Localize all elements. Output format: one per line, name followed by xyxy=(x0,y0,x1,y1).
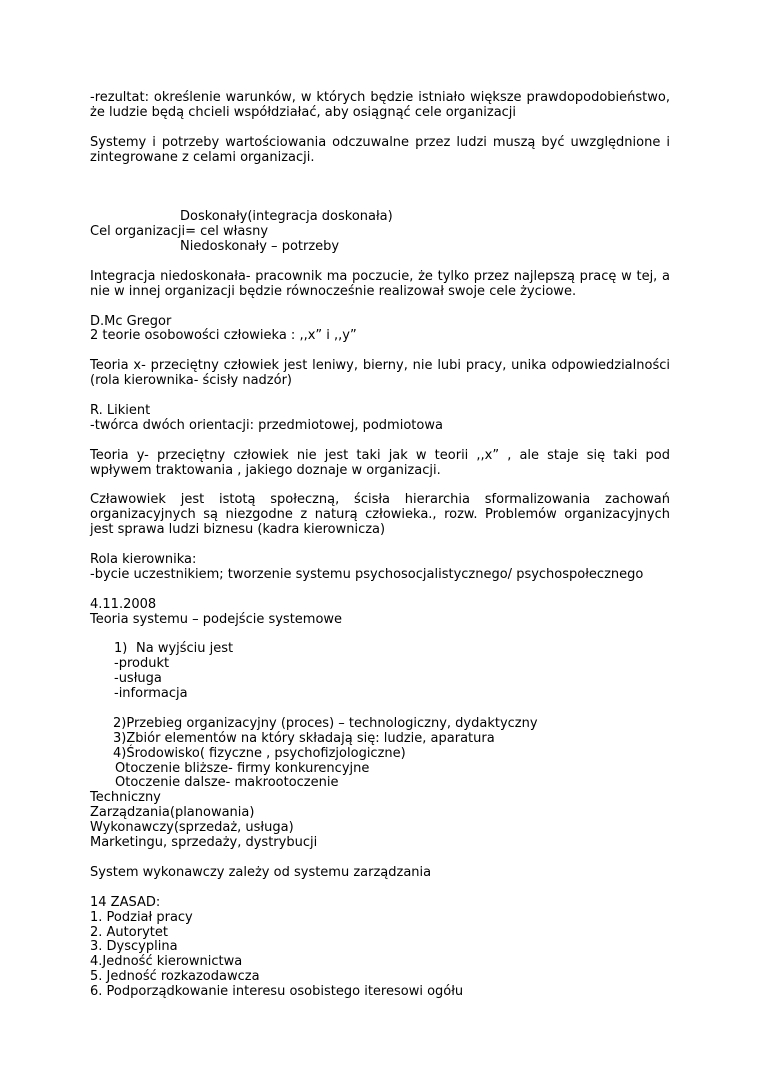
output-list xyxy=(90,642,670,702)
system-item: Wykonawczy(sprzedaż, usługa) xyxy=(90,820,294,836)
point-item: 2)Przebieg organizacyjny (proces) – technologiczny, dydaktyczny xyxy=(113,715,538,731)
output-item: -produkt xyxy=(114,656,170,672)
manager-role-block xyxy=(90,553,670,583)
paragraph-human: Czławowiek jest istotą społeczną, ścisła hierarchia sformalizowania zachowań organizacyjnych są niezgodne z naturą człowieka., rozw. Problemów organizacyjnych jest sprawa ludzi biznesu (kadra kierownicza) xyxy=(90,492,670,538)
environment-item: Otoczenie bliższe- firmy konkurencyjne xyxy=(115,760,370,776)
principle-item: 5. Jedność rozkazodawcza xyxy=(90,969,260,985)
system-item: Techniczny xyxy=(90,790,161,806)
system-item: Zarządzania(planowania) xyxy=(90,805,255,821)
principles-title: 14 ZASAD: xyxy=(90,894,161,910)
point-item: 3)Zbiór elementów na który składają się: ludzie, aparatura xyxy=(113,730,495,746)
output-title-text: Na wyjściu jest xyxy=(136,641,234,657)
output-title xyxy=(90,642,670,657)
principle-item: 3. Dyscyplina xyxy=(90,939,178,955)
mcgregor-theories: 2 teorie osobowości człowieka : ,,x” i ,,y” xyxy=(90,328,357,344)
goal-block xyxy=(90,210,670,255)
mcgregor-block xyxy=(90,315,670,345)
document-body xyxy=(90,91,670,1015)
likient-name: R. Likient xyxy=(90,402,151,418)
blank-gap xyxy=(90,180,670,210)
principles-block xyxy=(90,896,670,1000)
paragraph-values: Systemy i potrzeby wartościowania odczuwalne przez ludzi muszą być uwzględnione i zintegrowane z celami organizacji. xyxy=(90,134,670,165)
likient-block xyxy=(90,404,670,434)
manager-role-title: Rola kierownika: xyxy=(90,551,197,567)
paragraph-integration: Integracja niedoskonała- pracownik ma poczucie, że tylko przez najlepszą pracę w tej, a nie w innej organizacji będzie równocześnie realizował swoje cele życiowe. xyxy=(90,268,670,299)
systems-header xyxy=(90,598,670,628)
paragraph-theory-x: Teoria x- przeciętny człowiek jest leniwy, bierny, nie lubi pracy, unika odpowiedzialności (rola kierownika- ścisły nadzór) xyxy=(90,358,670,389)
goal-perfect: Doskonały(integracja doskonała) xyxy=(180,209,393,225)
point-item: 4)Środowisko( fizyczne , psychofizjologiczne) xyxy=(113,745,406,761)
manager-role-desc: -bycie uczestnikiem; tworzenie systemu psychosocjalistycznego/ psychospołecznego xyxy=(90,566,644,582)
paragraph-result: -rezultat: określenie warunków, w których będzie istniało większe prawdopodobieństwo, że ludzie będą chcieli współdziałać, aby osiągnąć cele organizacji xyxy=(90,90,670,120)
systems-list xyxy=(90,791,670,851)
output-item: -informacja xyxy=(114,686,188,702)
output-number: 1) xyxy=(114,641,128,657)
points-list xyxy=(90,717,670,792)
systems-theory-title: Teoria systemu – podejście systemowe xyxy=(90,611,343,627)
principle-item: 4.Jedność kierownictwa xyxy=(90,954,243,970)
date-label: 4.11.2008 xyxy=(90,596,157,612)
goal-main: Cel organizacji= cel własny xyxy=(90,224,269,240)
paragraph-theory-y: Teoria y- przeciętny człowiek nie jest taki jak w teorii ,,x” , ale staje się taki pod wpływem traktowania , jakiego doznaje w organizacji. xyxy=(90,447,670,478)
output-item: -usługa xyxy=(114,671,162,687)
principle-item: 2. Autorytet xyxy=(90,924,168,940)
mcgregor-name: D.Mc Gregor xyxy=(90,313,172,329)
likient-desc: -twórca dwóch orientacji: przedmiotowej, podmiotowa xyxy=(90,417,443,433)
principle-item: 1. Podział pracy xyxy=(90,909,193,925)
goal-imperfect: Niedoskonały – potrzeby xyxy=(180,239,340,255)
principle-item: 6. Podporządkowanie interesu osobistego iteresowi ogółu xyxy=(90,984,464,1000)
system-item: Marketingu, sprzedaży, dystrybucji xyxy=(90,835,318,851)
paragraph-dependency: System wykonawczy zależy od systemu zarządzania xyxy=(90,864,432,880)
environment-item: Otoczenie dalsze- makrootoczenie xyxy=(115,775,339,791)
